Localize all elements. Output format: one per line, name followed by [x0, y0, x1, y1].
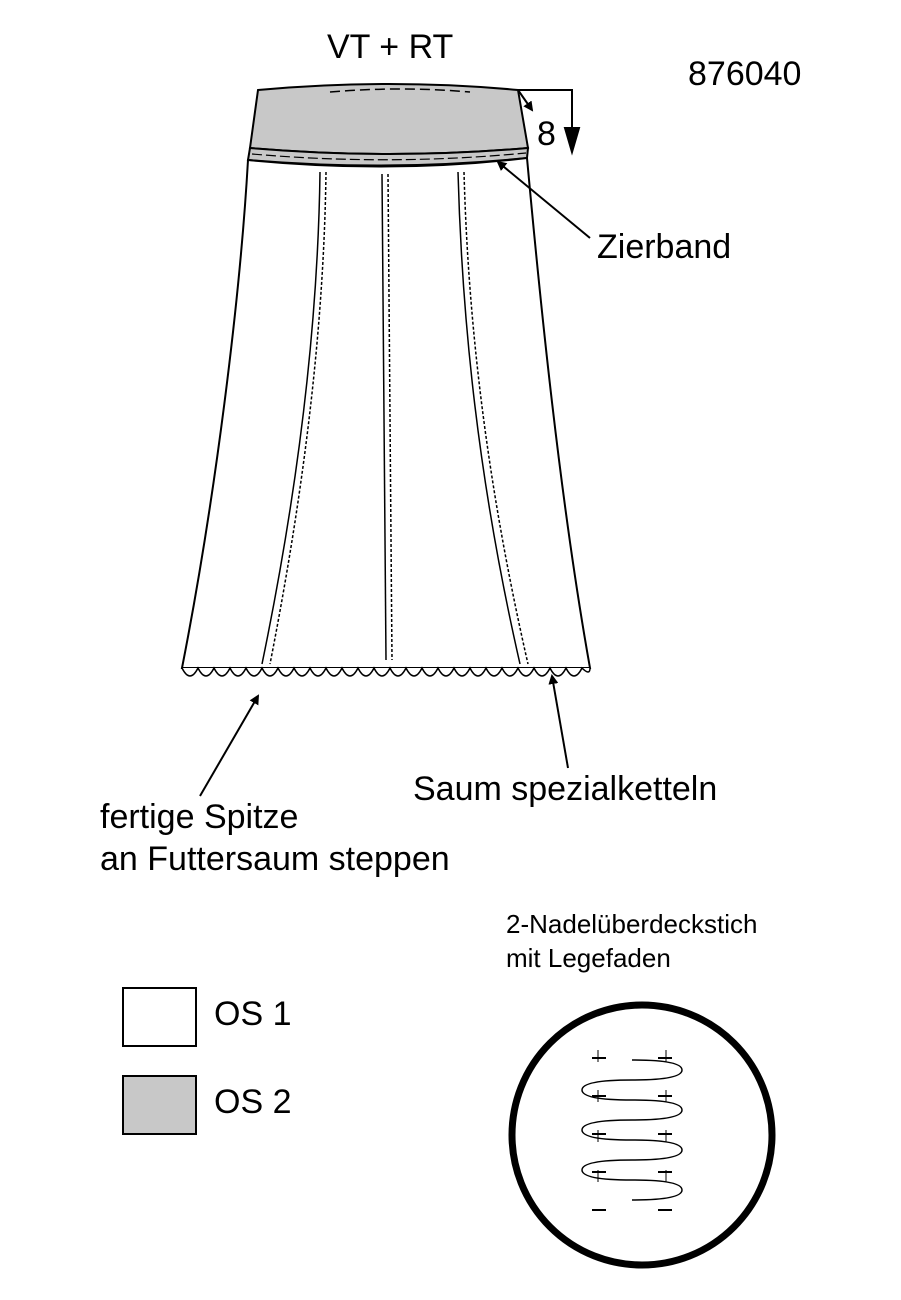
stitch-label-line2: mit Legefaden: [506, 943, 671, 973]
article-number: 876040: [688, 55, 802, 93]
legend-label-os2: OS 2: [214, 1083, 292, 1121]
view-title: VT + RT: [327, 28, 454, 66]
hem-label: Saum spezialketteln: [413, 770, 718, 808]
hem-lace: [182, 668, 590, 676]
zierband-label: Zierband: [597, 228, 732, 266]
legend-swatch-os1: [122, 987, 197, 1047]
stitch-label-line1: 2-Nadelüberdeckstich: [506, 909, 758, 939]
stitch-detail: [512, 1005, 772, 1265]
lace-label-line2: an Futtersaum steppen: [100, 840, 450, 878]
legend-swatch-os2: [122, 1075, 197, 1135]
lace-label-line1: fertige Spitze: [100, 798, 299, 836]
waistband: [250, 84, 528, 154]
waistband-height-value: 8: [537, 115, 556, 153]
legend-label-os1: OS 1: [214, 995, 292, 1033]
